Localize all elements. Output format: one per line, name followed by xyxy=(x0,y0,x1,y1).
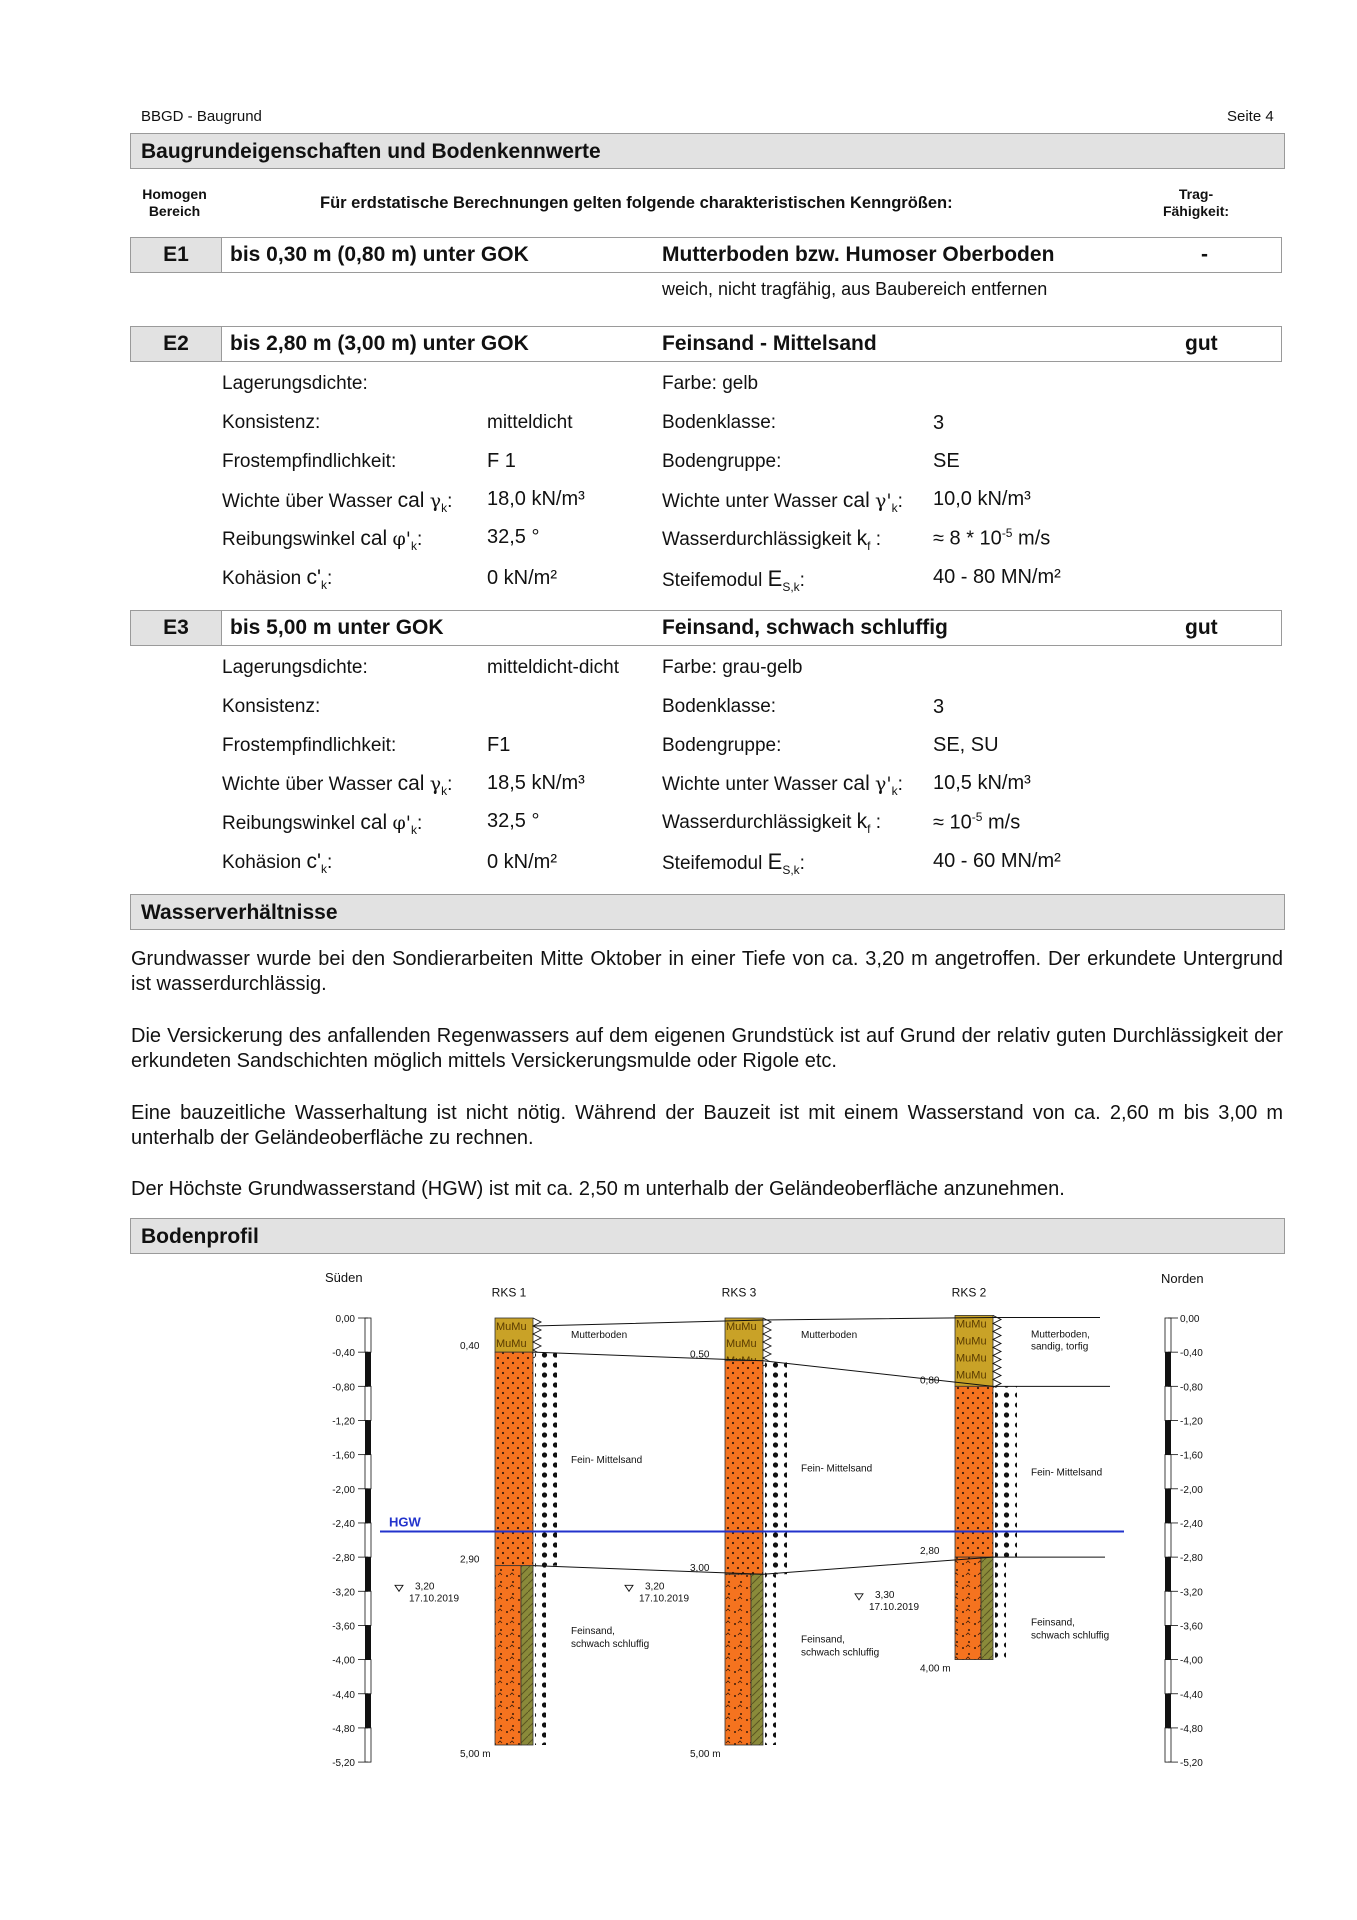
topsoil-hatching xyxy=(763,1318,771,1366)
scale-label: -0,40 xyxy=(1180,1348,1203,1360)
scale-segment xyxy=(365,1694,371,1728)
prop-value: 32,5 ° xyxy=(487,526,540,548)
scale-label: -2,00 xyxy=(332,1484,355,1496)
scale-segment xyxy=(1165,1420,1171,1454)
prop-label-durchl: Wasserdurchlässigkeit $k_f$ : xyxy=(662,810,882,836)
section-title: Bodenprofil xyxy=(141,1225,259,1248)
water-level-icon xyxy=(625,1585,633,1591)
depth-label: 4,00 m xyxy=(920,1663,951,1675)
scale-label: -2,40 xyxy=(1180,1518,1203,1530)
topsoil-symbol: MuMu xyxy=(956,1369,987,1382)
scale-segment xyxy=(1165,1489,1171,1523)
layer-description: Fein- Mittelsand xyxy=(801,1463,873,1475)
prop-label-wichte: Wichte über Wasser cal $\gamma_k$: xyxy=(222,489,453,515)
zone-soil: Feinsand, schwach schluffig xyxy=(662,616,948,639)
scale-label: -0,40 xyxy=(332,1348,355,1360)
layer-boundary-line xyxy=(533,1557,1105,1574)
layer-description: schwach schluffig xyxy=(1031,1630,1110,1642)
layer-description: sandig, torfig xyxy=(1031,1341,1089,1353)
scale-label: 0,00 xyxy=(1180,1314,1200,1325)
scale-segment xyxy=(1165,1523,1171,1557)
prop-label: Lagerungsdichte: xyxy=(222,373,368,394)
prop-label: Lagerungsdichte: xyxy=(222,657,368,678)
zone-soil: Mutterboden bzw. Humoser Oberboden xyxy=(662,243,1055,266)
boring-name: RKS 1 xyxy=(491,1285,527,1300)
layer-description: Feinsand, xyxy=(1031,1617,1075,1629)
prop-label-wichte-unter: Wichte unter Wasser cal $\gamma'_k$: xyxy=(662,772,903,798)
scale-segment xyxy=(365,1489,371,1523)
layer-silt-strip xyxy=(521,1566,533,1745)
scale-segment xyxy=(1165,1352,1171,1386)
zone-soil: Feinsand - Mittelsand xyxy=(662,332,877,355)
layer-description: schwach schluffig xyxy=(801,1647,880,1659)
section-title: Baugrundeigenschaften und Bodenkennwerte xyxy=(141,140,601,163)
water-depth: 3,20 xyxy=(415,1581,435,1593)
scale-label: 0,00 xyxy=(335,1314,355,1325)
prop-label: Farbe: grau-gelb xyxy=(662,657,803,678)
scale-label: -0,80 xyxy=(1180,1382,1203,1394)
depth-label: 2,90 xyxy=(460,1554,480,1566)
water-depth: 3,20 xyxy=(645,1581,665,1593)
prop-label-steife: Steifemodul $E_{S,k}$: xyxy=(662,566,805,594)
prop-value: 40 - 60 MN/m² xyxy=(933,850,1061,872)
scale-segment xyxy=(365,1591,371,1625)
zone-bearing: gut xyxy=(1185,332,1218,355)
zone-depth: bis 2,80 m (3,00 m) unter GOK xyxy=(230,332,529,355)
prop-value: 10,5 kN/m³ xyxy=(933,772,1031,794)
prop-label: Bodenklasse: xyxy=(662,696,777,717)
scale-segment xyxy=(365,1352,371,1386)
depth-label: 0,50 xyxy=(690,1349,710,1361)
prop-value: mitteldicht-dicht xyxy=(487,657,619,678)
scale-label: -3,20 xyxy=(1180,1587,1203,1599)
boring-name: RKS 2 xyxy=(951,1285,987,1300)
prop-value-durchl: ≈ $10^{-5}$ m/s xyxy=(933,810,1021,834)
layer-description: Fein- Mittelsand xyxy=(571,1454,643,1466)
depth-label: 3,00 xyxy=(690,1563,710,1575)
layer-silty-sand xyxy=(725,1574,751,1745)
layer-description: Mutterboden xyxy=(571,1330,628,1341)
col-kenngroessen: Für erdstatische Berechnungen gelten folgende charakteristischen Kenngrößen: xyxy=(320,194,953,212)
depth-label: 5,00 m xyxy=(460,1749,491,1760)
prop-label: Frostempfindlichkeit: xyxy=(222,451,397,472)
scale-segment xyxy=(1165,1728,1171,1762)
topsoil-symbol: MuMu xyxy=(726,1338,757,1350)
prop-label: Bodenklasse: xyxy=(662,412,777,433)
scale-label: -4,00 xyxy=(332,1655,355,1667)
scale-label: -4,40 xyxy=(1180,1689,1203,1701)
prop-label-wichte-unter: Wichte unter Wasser cal $\gamma'_k$: xyxy=(662,489,903,515)
layer-sand xyxy=(725,1361,763,1575)
prop-value: 3 xyxy=(933,412,945,434)
scale-label: -1,60 xyxy=(332,1450,355,1462)
col-homogen-bereich: Homogen Bereich xyxy=(142,186,207,219)
water-paragraph: Der Höchste Grundwasserstand (HGW) ist mit ca. 2,50 m unterhalb der Geländeoberfläche anzunehmen. xyxy=(131,1178,1065,1200)
south-label: Süden xyxy=(325,1270,363,1285)
topsoil-hatching xyxy=(993,1315,1001,1387)
prop-label-reibung: Reibungswinkel cal $\varphi'_k$: xyxy=(222,527,423,553)
topsoil-symbol: MuMu xyxy=(956,1318,987,1331)
prop-value: 18,5 kN/m³ xyxy=(487,772,585,794)
depth-label: 2,80 xyxy=(920,1546,940,1558)
topsoil-symbol: MuMu xyxy=(496,1338,527,1350)
scale-segment xyxy=(1165,1660,1171,1694)
scale-label: -4,00 xyxy=(1180,1655,1203,1667)
topsoil-symbol: MuMu xyxy=(956,1335,987,1348)
prop-value: mitteldicht xyxy=(487,412,573,433)
prop-value: SE, SU xyxy=(933,734,999,756)
scale-segment xyxy=(365,1523,371,1557)
scale-label: -4,40 xyxy=(332,1689,355,1701)
layer-silty-texture xyxy=(995,1557,1006,1659)
prop-label: Konsistenz: xyxy=(222,412,321,433)
scale-label: -2,40 xyxy=(332,1518,355,1530)
layer-sand-texture xyxy=(535,1352,557,1566)
zone-depth: bis 0,30 m (0,80 m) unter GOK xyxy=(230,243,529,266)
scale-segment xyxy=(1165,1557,1171,1591)
section-title: Wasserverhältnisse xyxy=(141,901,338,924)
scale-segment xyxy=(365,1318,371,1352)
profile-dynamic xyxy=(325,1270,1204,1769)
layer-description: Feinsand, xyxy=(571,1625,615,1637)
water-level-icon xyxy=(855,1594,863,1600)
prop-value: SE xyxy=(933,450,960,472)
water-level-icon xyxy=(395,1585,403,1591)
water-date: 17.10.2019 xyxy=(409,1593,460,1605)
layer-boundary-line xyxy=(533,1317,1100,1326)
north-label: Norden xyxy=(1161,1271,1204,1286)
layer-description: Fein- Mittelsand xyxy=(1031,1467,1103,1479)
prop-value: 0 kN/m² xyxy=(487,851,557,873)
zone-bearing: gut xyxy=(1185,616,1218,639)
layer-silty-sand xyxy=(955,1557,981,1659)
scale-segment xyxy=(1165,1694,1171,1728)
scale-segment xyxy=(365,1420,371,1454)
water-date: 17.10.2019 xyxy=(869,1601,920,1613)
doc-header-left: BBGD - Baugrund xyxy=(141,108,262,125)
prop-label-steife: Steifemodul $E_{S,k}$: xyxy=(662,849,805,877)
page-number: Seite 4 xyxy=(1227,108,1274,125)
layer-silty-sand xyxy=(495,1566,521,1745)
scale-segment xyxy=(1165,1625,1171,1659)
prop-label: Konsistenz: xyxy=(222,696,321,717)
scale-label: -2,80 xyxy=(332,1553,355,1565)
prop-label: Frostempfindlichkeit: xyxy=(222,735,397,756)
scale-label: -5,20 xyxy=(1180,1758,1203,1770)
scale-segment xyxy=(365,1625,371,1659)
prop-label: Bodengruppe: xyxy=(662,451,782,472)
prop-value: 3 xyxy=(933,696,945,718)
layer-description: Mutterboden xyxy=(801,1330,858,1341)
water-depth: 3,30 xyxy=(875,1589,895,1601)
depth-label: 5,00 m xyxy=(690,1749,721,1760)
zone-id: E1 xyxy=(131,238,222,272)
scale-label: -3,60 xyxy=(1180,1621,1203,1633)
zone-depth: bis 5,00 m unter GOK xyxy=(230,616,444,639)
zone-id: E2 xyxy=(131,327,222,361)
col-tragfaehigkeit: Trag- Fähigkeit: xyxy=(1162,186,1230,219)
prop-label: Farbe: gelb xyxy=(662,373,759,394)
scale-label: -4,80 xyxy=(1180,1723,1203,1735)
layer-silty-texture xyxy=(765,1574,776,1745)
prop-label-kohaesion: Kohäsion $c'_k$: xyxy=(222,566,333,592)
layer-description: Feinsand, xyxy=(801,1634,845,1646)
scale-segment xyxy=(1165,1386,1171,1420)
prop-value: 40 - 80 MN/m² xyxy=(933,566,1061,588)
prop-value: F1 xyxy=(487,734,511,756)
scale-label: -1,60 xyxy=(1180,1450,1203,1462)
prop-value: F 1 xyxy=(487,450,516,472)
layer-sand xyxy=(495,1352,533,1566)
prop-value: 18,0 kN/m³ xyxy=(487,488,585,510)
hgw-label: HGW xyxy=(389,1514,421,1530)
scale-label: -0,80 xyxy=(332,1382,355,1394)
depth-label: 0,40 xyxy=(460,1341,480,1353)
zone-e1-note: weich, nicht tragfähig, aus Baubereich entfernen xyxy=(662,279,1048,299)
scale-segment xyxy=(1165,1455,1171,1489)
scale-label: -2,00 xyxy=(1180,1484,1203,1496)
scale-label: -2,80 xyxy=(1180,1553,1203,1565)
scale-segment xyxy=(365,1728,371,1762)
layer-sand-texture xyxy=(765,1361,787,1575)
layer-boundary-line xyxy=(533,1349,1110,1386)
prop-value-durchl: ≈ $8 * 10^{-5}$ m/s xyxy=(933,526,1051,550)
prop-label-reibung: Reibungswinkel cal $\varphi'_k$: xyxy=(222,811,423,837)
water-paragraph: Die Versickerung des anfallenden Regenwassers auf dem eigenen Grundstück ist auf Grund der relativ guten Durchlässigkeit der erkundeten Sandschichten möglich mittels Versickerungsmulde oder Rigole etc. xyxy=(131,1025,1283,1072)
depth-label: 0,80 xyxy=(920,1375,940,1387)
scale-segment xyxy=(365,1386,371,1420)
layer-description: Mutterboden, xyxy=(1031,1329,1090,1341)
zone-id: E3 xyxy=(131,611,222,645)
prop-value: 32,5 ° xyxy=(487,810,540,832)
scale-label: -5,20 xyxy=(332,1758,355,1770)
scale-label: -1,20 xyxy=(332,1416,355,1428)
water-paragraph: Eine bauzeitliche Wasserhaltung ist nicht nötig. Während der Bauzeit ist mit einem Wasserstand von ca. 2,60 m bis 3,00 m unterhalb der Geländeoberfläche zu rechnen. xyxy=(131,1102,1283,1149)
scale-segment xyxy=(365,1557,371,1591)
scale-segment xyxy=(365,1455,371,1489)
boring-name: RKS 3 xyxy=(721,1285,757,1300)
prop-label: Bodengruppe: xyxy=(662,735,782,756)
topsoil-symbol: MuMu xyxy=(496,1321,527,1333)
scale-label: -3,60 xyxy=(332,1621,355,1633)
scale-segment xyxy=(365,1660,371,1694)
prop-value: 10,0 kN/m³ xyxy=(933,488,1031,510)
topsoil-symbol: MuMu xyxy=(956,1352,987,1365)
topsoil-symbol: MuMu xyxy=(726,1321,757,1333)
prop-value: 0 kN/m² xyxy=(487,567,557,589)
prop-label-wichte: Wichte über Wasser cal $\gamma_k$: xyxy=(222,772,453,798)
scale-label: -3,20 xyxy=(332,1587,355,1599)
layer-description: schwach schluffig xyxy=(571,1638,650,1650)
scale-label: -1,20 xyxy=(1180,1416,1203,1428)
zone-bearing: - xyxy=(1201,243,1208,266)
prop-label-durchl: Wasserdurchlässigkeit $k_f$ : xyxy=(662,527,882,553)
layer-silty-texture xyxy=(535,1566,546,1745)
scale-label: -4,80 xyxy=(332,1723,355,1735)
layer-silt-strip xyxy=(751,1574,763,1745)
scale-segment xyxy=(1165,1318,1171,1352)
water-paragraph: Grundwasser wurde bei den Sondierarbeiten Mitte Oktober in einer Tiefe von ca. 3,20 m angetroffen. Der erkundete Untergrund ist wasserdurchlässig. xyxy=(131,948,1283,995)
water-date: 17.10.2019 xyxy=(639,1593,690,1605)
layer-silt-strip xyxy=(981,1557,993,1659)
prop-label-kohaesion: Kohäsion $c'_k$: xyxy=(222,850,333,876)
scale-segment xyxy=(1165,1591,1171,1625)
